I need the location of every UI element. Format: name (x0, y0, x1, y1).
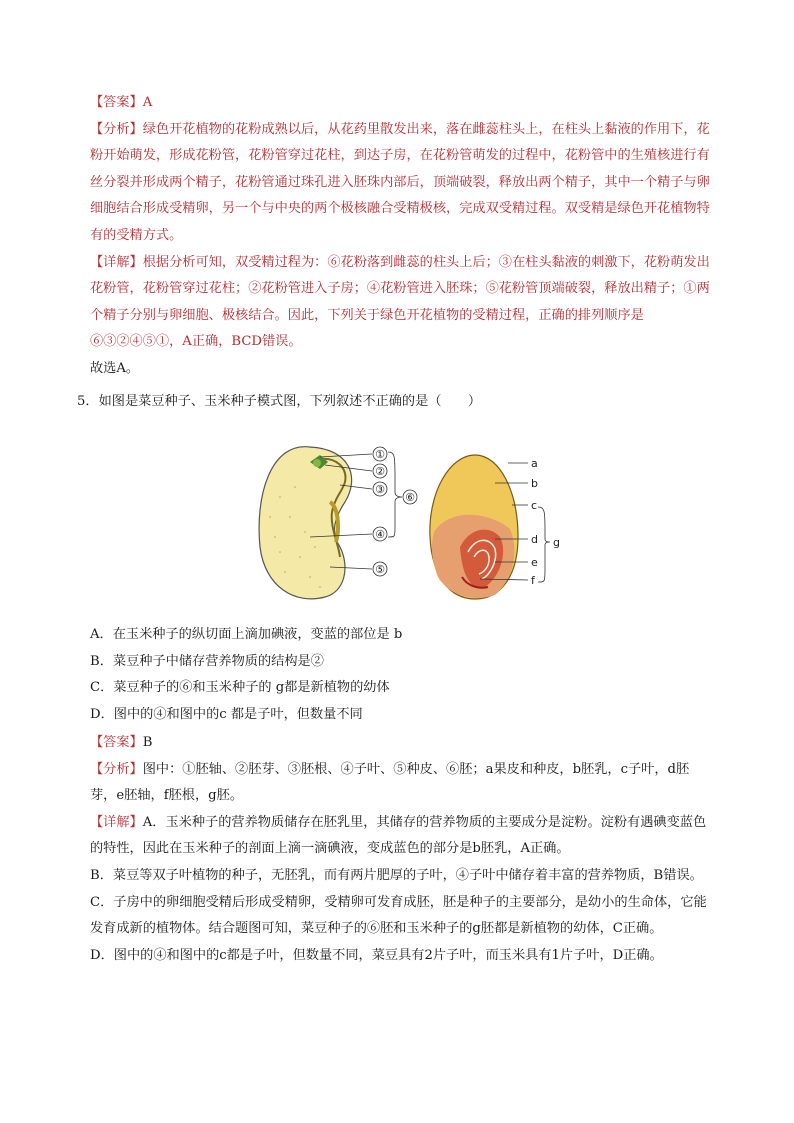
question-5-explanation (90, 730, 715, 969)
answer-tag: 【答案】 (90, 95, 143, 110)
bean-label-3: ③ (375, 483, 385, 496)
q5-detail-a (90, 810, 715, 863)
detail-tag: 【详解】 (90, 814, 143, 830)
question-5-options (90, 622, 715, 728)
option-c: C．菜豆种子的⑥和玉米种子的 g都是新植物的幼体 (90, 680, 390, 696)
q5-detail-b: B．菜豆等双子叶植物的种子，无胚乳，而有两片肥厚的子叶，④子叶中储存着丰富的营养物质，B错误。 (90, 867, 703, 883)
detail-text: 根据分析可知，双受精过程为：⑥花粉落到雌蕊的柱头上后；③在柱头黏液的刺激下，花粉萌发出花粉管，花粉管穿过花柱；②花粉管进入子房；④花粉管进入胚珠；⑤花粉管顶端破裂，释放出精子；①两个精子分别与卵细胞、极核结合。因此，下列关于绿色开花植物的受精过程，正确的排列顺序是⑥③②④⑤①，A正确，BCD错误。 (90, 254, 710, 350)
analysis-text: 图中：①胚轴、②胚芽、③胚根、④子叶、⑤种皮、⑥胚；a果皮和种皮，b胚乳，c子叶，d胚芽，e胚轴，f胚根，g胚。 (90, 761, 690, 804)
analysis-text: 绿色开花植物的花粉成熟以后，从花药里散发出来，落在雌蕊柱头上，在柱头上黏液的作用下，花粉开始萌发，形成花粉管，花粉管穿过花柱，到达子房，在花粉管萌发的过程中，花粉管中的生殖核进行有丝分裂并形成两个精子，花粉管通过珠孔进入胚珠内部后，顶端破裂，释放出两个精子，其中一个精子与卵细胞结合形成受精卵，另一个与中央的两个极核融合受精极核，完成双受精过程。双受精是绿色开花植物特有的受精方式。 (90, 121, 710, 243)
corn-label-b: b (531, 477, 538, 490)
option-b: B．菜豆种子中储存营养物质的结构是② (90, 653, 324, 669)
bean-label-5: ⑤ (375, 563, 385, 576)
seed-diagram (250, 437, 570, 607)
q5-detail-c: C．子房中的卵细胞受精后形成受精卵，受精卵可发育成胚，胚是种子的主要部分，是幼小的生命体，它能发育成新的植物体。结合题图可知，菜豆种子的⑥胚和玉米种子的g胚都是新植物的幼体，C正确。 (90, 894, 707, 937)
prev-answer-section (90, 90, 715, 383)
detail-tag: 【详解】 (90, 254, 143, 270)
q5-answer-line (90, 730, 715, 757)
corn-label-c: c (531, 499, 538, 512)
question-stem-text: 5．如图是菜豆种子、玉米种子模式图，下列叙述不正确的是（ ） (77, 394, 482, 409)
question-5-stem (77, 389, 717, 416)
corn-label-f: f (531, 574, 535, 587)
corn-label-a: a (531, 457, 538, 470)
detail-a-text: A．玉米种子的营养物质储存在胚乳里，其储存的营养物质的主要成分是淀粉。淀粉有遇碘变蓝色的特性，因此在玉米种子的剖面上滴一滴碘液，变成蓝色的部分是b胚乳，A正确。 (90, 814, 707, 857)
bean-seed-figure (259, 447, 417, 599)
analysis-tag: 【分析】 (90, 121, 143, 137)
corn-label-d: d (531, 533, 538, 546)
option-a: A．在玉米种子的纵切面上滴加碘液，变蓝的部位是 b (90, 627, 403, 642)
prev-conclusion: 故选A。 (90, 360, 140, 376)
prev-analysis-line (90, 117, 715, 250)
corn-label-e: e (531, 556, 538, 569)
bean-label-6: ⑥ (405, 491, 415, 504)
answer-tag: 【答案】 (90, 735, 143, 750)
bean-plumule-center (313, 459, 321, 467)
bean-label-4: ④ (375, 528, 385, 541)
q5-detail-d: D．图中的④和图中的c都是子叶，但数量不同，菜豆具有2片子叶，而玉米具有1片子叶，D正确。 (90, 947, 663, 963)
answer-value: B (142, 735, 153, 750)
answer-value: A (142, 95, 153, 110)
analysis-tag: 【分析】 (90, 761, 143, 777)
q5-analysis-line (90, 757, 715, 810)
corn-label-g: g (553, 536, 560, 549)
prev-detail-line (90, 250, 715, 356)
corn-seed-figure (430, 455, 560, 599)
option-d: D．图中的④和图中的c 都是子叶，但数量不同 (90, 706, 363, 722)
prev-answer-line (90, 90, 715, 117)
bean-label-2: ② (375, 465, 385, 478)
bean-label-1: ① (375, 448, 385, 461)
